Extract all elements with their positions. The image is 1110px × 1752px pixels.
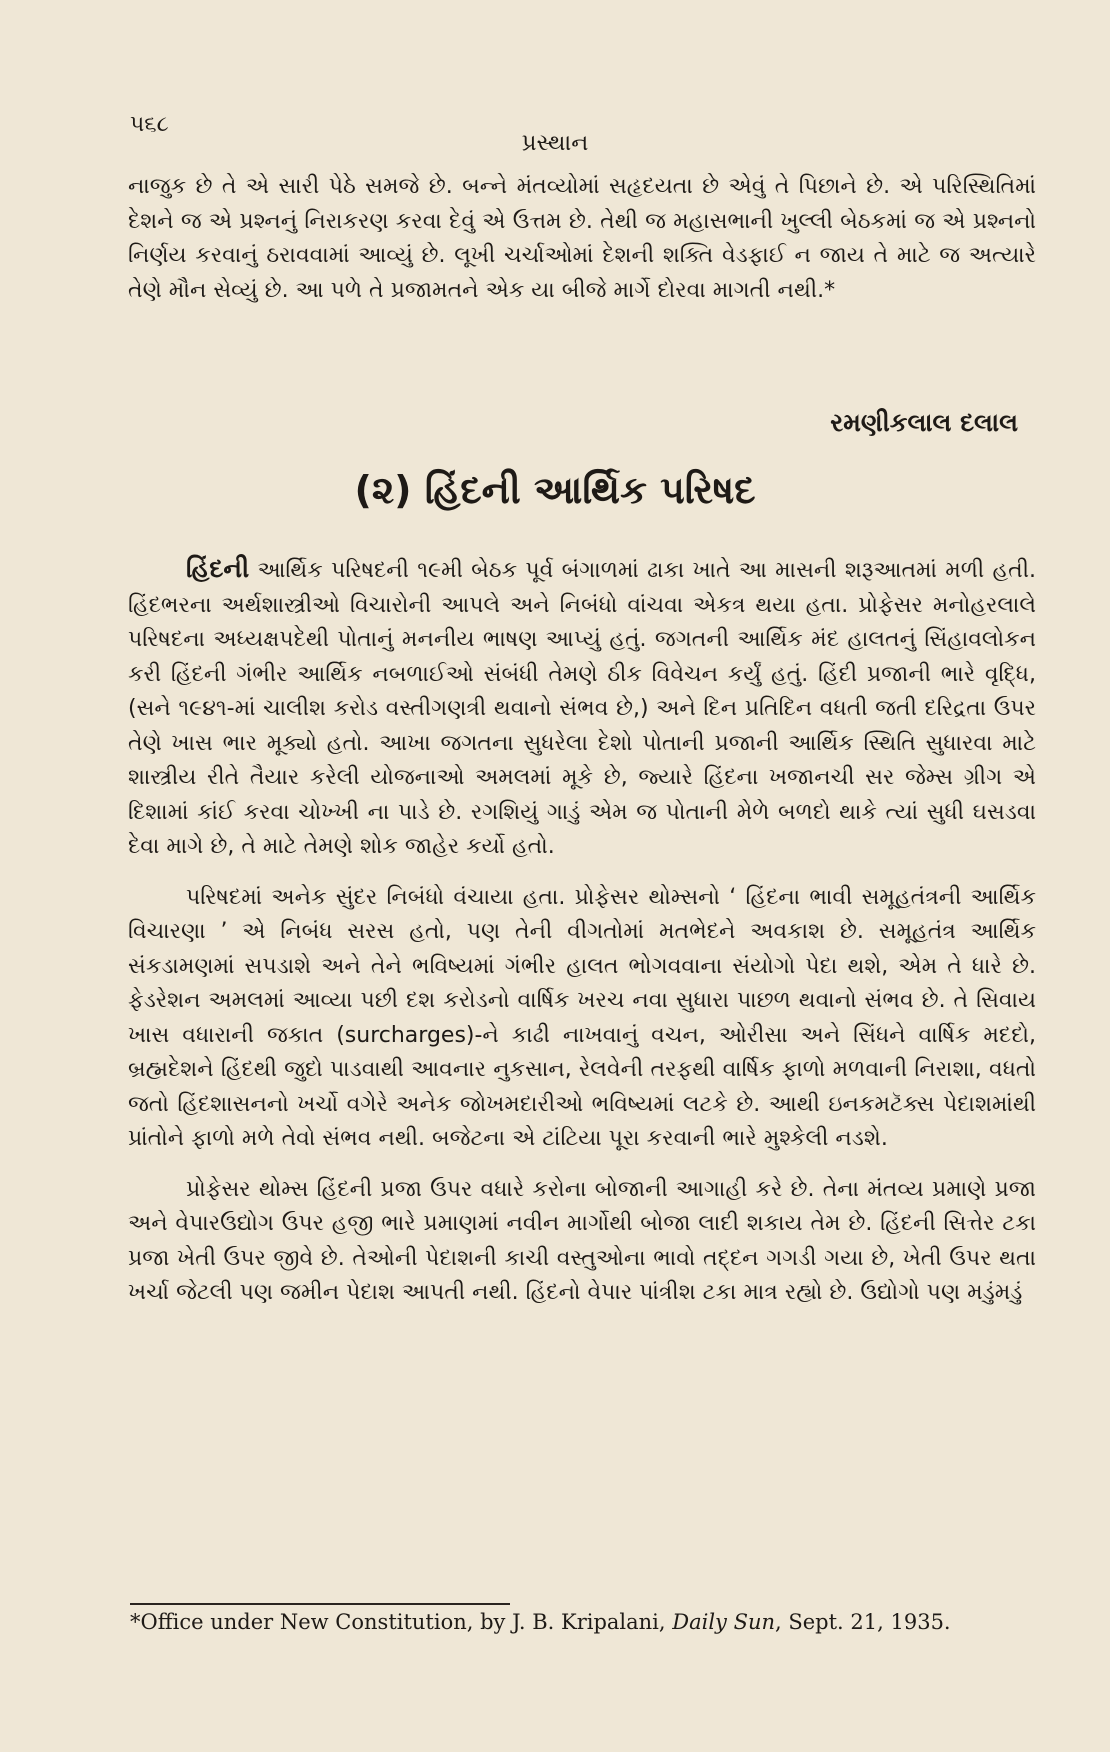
section-title: (૨) હિંદની આર્થિક પરિષદ xyxy=(354,468,756,512)
paragraph-3: પ્રોફેસર થોમ્સ હિંદની પ્રજા ઉપર વધારે કરોના બોજાની આગાહી કરે છે. તેના મંતવ્ય પ્રમાણે પ્રજા અને વેપારઉદ્યોગ ઉપર હજી ભારે પ્રમાણમાં નવીન માર્ગોથી બોજા લાદી શકાય તેમ છે. હિંદની સિત્તેર ટકા પ્રજા ખેતી ઉપર જીવે છે. તેઓની પેદાશની કાચી વસ્તુઓના ભાવો તદ્દન ગગડી ગયા છે, ખેતી ઉપર થતા ખર્ચા જેટલી પણ જમીન પેદાશ આપતી નથી. હિંદનો વેપાર પાંત્રીશ ટકા માત્ર રહ્યો છે. ઉદ્યોગો પણ મડુંમડું xyxy=(128,1176,1036,1305)
intro-paragraph: નાજુક છે તે એ સારી પેઠે સમજે છે. બન્ને મંતવ્યોમાં સહૃદયતા છે એવું તે પિછાને છે. એ પરિસ્થિતિમાં દેશને જ એ પ્રશ્નનું નિરાકરણ કરવા દેવું એ ઉત્તમ છે. તેથી જ મહાસભાની ખુલ્લી બેઠકમાં જ એ પ્રશ્નનો નિર્ણય કરવાનું ઠરાવવામાં આવ્યું છે. લૂખી ચર્ચાઓમાં દેશની શક્તિ વેડફાઈ ન જાય તે માટે જ અત્યારે તેણે મૌન સેવ્યું છે. આ પળે તે પ્રજામતને એક યા બીજે માર્ગે દોરવા માગતી નથી.* xyxy=(128,174,1036,303)
intro-paragraph-block xyxy=(128,170,1036,308)
footnote xyxy=(130,1610,1050,1634)
footnote-suffix: , Sept. 21, 1935. xyxy=(775,1610,951,1634)
lead-word: હિંદની xyxy=(186,554,250,583)
running-title: પ્રસ્થાન xyxy=(521,130,589,156)
footnote-divider xyxy=(130,1603,510,1605)
article-body xyxy=(128,552,1036,1311)
paragraph-1-text: આર્થિક પરિષદની ૧૯મી બેઠક પૂર્વ બંગાળમાં ઢાકા ખાતે આ માસની શરૂઆતમાં મળી હતી. હિંદભરના અર્થશાસ્ત્રીઓ વિચારોની આપલે અને નિબંધો વાંચવા એકત્ર થયા હતા. પ્રોફેસર મનોહરલાલે પરિષદના અધ્યક્ષપદેથી પોતાનું મનનીય ભાષણ આપ્યું હતું. જગતની આર્થિક મંદ હાલતનું સિંહાવલોકન કરી હિંદની ગંભીર આર્થિક નબળાઈઓ સંબંધી તેમણે ઠીક વિવેચન કર્યું હતું. હિંદી પ્રજાની ભારે વૃદ્ધિ, (સને ૧૯૪૧-માં ચાલીશ કરોડ વસ્તીગણત્રી થવાનો સંભવ છે,) અને દિન પ્રતિદિન વધતી જતી દરિદ્રતા ઉપર તેણે ખાસ ભાર મૂક્યો હતો. આખા જગતના સુધરેલા દેશો પોતાની પ્રજાની આર્થિક સ્થિતિ સુધારવા માટે શાસ્ત્રીય રીતે તૈયાર કરેલી યોજનાઓ અમલમાં મૂકે છે, જ્યારે હિંદના ખજાનચી સર જેમ્સ ગ્રીગ એ દિશામાં કાંઈ કરવા ચોખ્ખી ના પાડે છે. રગશિયું ગાડું એમ જ પોતાની મેળે બળદો થાકે ત્યાં સુધી ઘસડવા દેવા માગે છે, તે માટે તેમણે શોક જાહેર કર્યો હતો. xyxy=(128,558,1036,859)
footnote-source: Daily Sun xyxy=(672,1610,776,1634)
page-number: પ૬૮ xyxy=(130,112,169,137)
paragraph-2: પરિષદમાં અનેક સુંદર નિબંધો વંચાયા હતા. પ્રોફેસર થોમ્સનો ‘ હિંદના ભાવી સમૂહતંત્રની આર્થિક વિચારણા ’ એ નિબંધ સરસ હતો, પણ તેની વીગતોમાં મતભેદને અવકાશ છે. સમૂહતંત્ર આર્થિક સંકડામણમાં સપડાશે અને તેને ભવિષ્યમાં ગંભીર હાલત ભોગવવાના સંયોગો પેદા થશે, એમ તે ધારે છે. ફેડરેશન અમલમાં આવ્યા પછી દશ કરોડનો વાર્ષિક ખરચ નવા સુધારા પાછળ થવાનો સંભવ છે. તે સિવાય ખાસ વધારાની જકાત (surcharges)-ને કાઢી નાખવાનું વચન, ઓરીસા અને સિંધને વાર્ષિક મદદો, બ્રહ્મદેશને હિંદથી જુદો પાડવાથી આવનાર નુકસાન, રેલવેની તરફથી વાર્ષિક ફાળો મળવાની નિરાશા, વધતો જતો હિંદશાસનનો ખર્ચો વગેરે અનેક જોખમદારીઓ ભવિષ્યમાં લટકે છે. આથી ઇનકમટૅક્સ પેદાશમાંથી પ્રાંતોને ફાળો મળે તેવો સંભવ નથી. બજેટના એ ટાંટિયા પૂરા કરવાની ભારે મુશ્કેલી નડશે. xyxy=(128,884,1036,1151)
footnote-prefix: *Office under New Constitution, by J. B. Kripalani, xyxy=(130,1610,673,1634)
paragraph-1 xyxy=(128,552,1036,865)
author-signature: રમણીકલાલ દલાલ xyxy=(830,408,1018,437)
